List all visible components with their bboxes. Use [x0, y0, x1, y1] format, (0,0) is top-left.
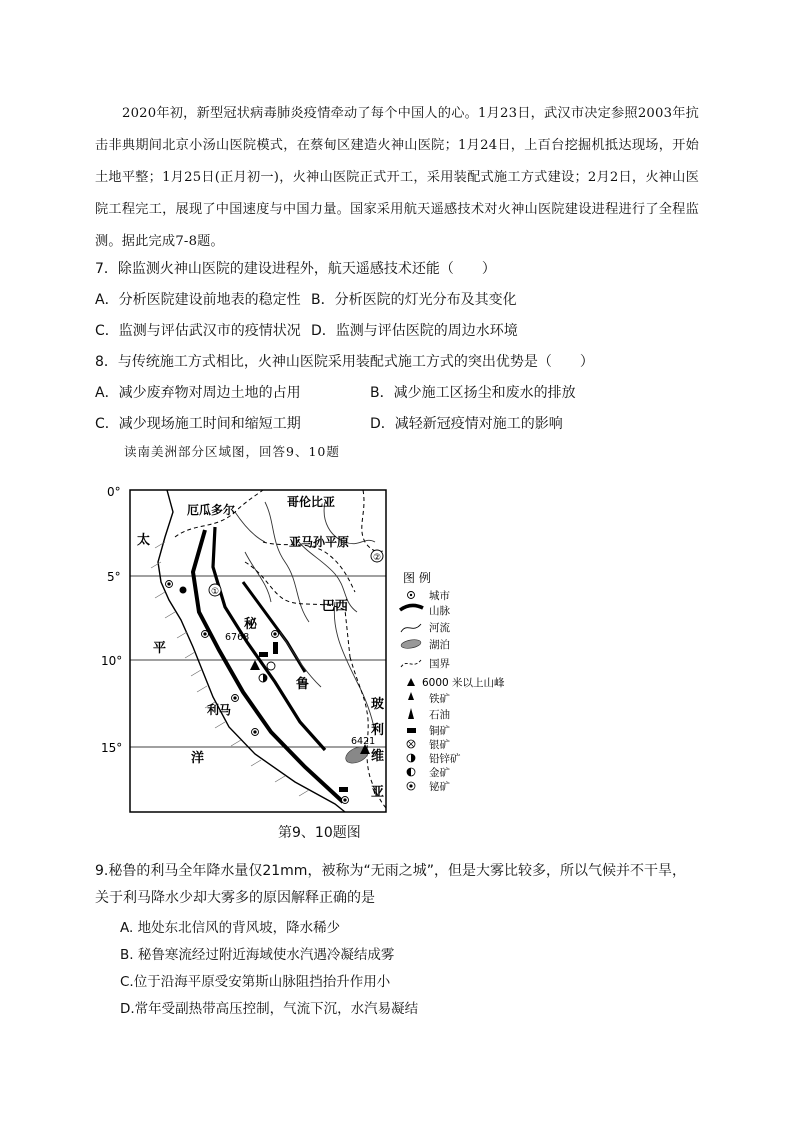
peak-label-6421: 6421 — [351, 736, 376, 747]
legend-bismuth: 铋矿 — [429, 781, 450, 793]
label-bolivia-3: 维 — [371, 749, 385, 764]
q7-option-d[interactable]: D．监测与评估医院的周边水环境 — [311, 323, 518, 339]
q8-option-a[interactable]: A．减少废弃物对周边土地的占用 — [95, 385, 301, 401]
q8-option-d[interactable]: D．减轻新冠疫情对施工的影响 — [370, 416, 563, 432]
label-ocean-3: 洋 — [191, 751, 205, 766]
oil-icon — [273, 642, 278, 654]
label-peru-2: 鲁 — [296, 677, 310, 692]
lat-label-10: 10° — [101, 654, 123, 668]
legend-mountain-icon — [400, 605, 423, 610]
legend-silver: 银矿 — [429, 739, 450, 751]
lat-label-15: 15° — [101, 741, 123, 755]
label-ecuador: 厄瓜多尔 — [187, 503, 236, 517]
label-ocean-1: 太 — [137, 533, 151, 548]
q7-stem: 7．除监测火神山医院的建设进程外，航天遥感技术还能（ ） — [95, 261, 496, 277]
label-bolivia-4: 亚 — [371, 785, 385, 800]
legend-oil: 石油 — [429, 709, 450, 721]
q9-option-c[interactable]: C.位于沿海平原受安第斯山脉阻挡抬升作用小 — [120, 974, 391, 990]
label-amazon: 亚马孙平原 — [289, 535, 350, 549]
legend-iron-icon — [408, 692, 414, 700]
legend-river: 河流 — [429, 622, 450, 634]
silver-icon — [267, 662, 275, 670]
label-lima: 利马 — [207, 703, 232, 717]
oil-field-icon — [180, 587, 187, 594]
q7-option-a[interactable]: A．分析医院建设前地表的稳定性 — [95, 292, 301, 308]
peak-label-6768: 6768 — [225, 632, 250, 643]
q8-option-c[interactable]: C．减少现场施工时间和缩短工期 — [95, 416, 301, 432]
legend-lake-icon — [400, 638, 421, 649]
lat-label-5: 5° — [107, 570, 121, 584]
q9-option-d[interactable]: D.常年受副热带高压控制，气流下沉，水汽易凝结 — [120, 1001, 419, 1017]
legend-peak: 6000 米以上山峰 — [422, 677, 505, 689]
south-america-map — [95, 482, 515, 817]
q8-stem: 8．与传统施工方式相比，火神山医院采用装配式施工方式的突出优势是（ ） — [95, 354, 594, 370]
q7-option-c[interactable]: C．监测与评估武汉市的疫情状况 — [95, 323, 301, 339]
legend-lead-zinc: 铅锌矿 — [429, 753, 461, 765]
q9-stem: 9.秘鲁的利马全年降水量仅21mm，被称为“无雨之城”，但是大雾比较多，所以气候并不干旱，关于利马降水少却大雾多的原因解释正确的是 — [95, 863, 686, 906]
legend-river-icon — [401, 624, 421, 632]
map-intro: 读南美洲部分区域图，回答9、10题 — [124, 444, 340, 459]
legend-peak-icon — [407, 678, 415, 686]
legend-title: 图 例 — [403, 571, 431, 585]
marker-2: ② — [372, 553, 382, 563]
figure-caption: 第9、10题图 — [278, 825, 361, 841]
legend-gold: 金矿 — [429, 767, 450, 779]
label-colombia: 哥伦比亚 — [287, 495, 336, 509]
q8-option-b[interactable]: B．减少施工区扬尘和废水的排放 — [370, 385, 576, 401]
label-ocean-2: 平 — [153, 641, 167, 656]
legend-copper-icon — [407, 728, 416, 733]
label-brazil: 巴西 — [322, 599, 349, 614]
passage: 2020年初，新型冠状病毒肺炎疫情牵动了每个中国人的心。1月23日，武汉市决定参照2003年抗击非典期间北京小汤山医院模式，在蔡甸区建造火神山医院；1月24日，上百台挖掘机抵达现场，开始土地平整；1月25日(正月初一)，火神山医院正式开工，采用装配式施工方式建设；2月2日，火神山医院工程完工，展现了中国速度与中国力量。国家采用航天遥感技术对火神山医院建设进程进行了全程监测。据此完成7-8题。 — [95, 106, 699, 249]
copper-icon — [259, 652, 268, 657]
lat-label-0: 0° — [107, 485, 121, 499]
legend-city: 城市 — [429, 590, 450, 602]
q7-option-b[interactable]: B．分析医院的灯光分布及其变化 — [311, 292, 517, 308]
label-peru-1: 秘 — [244, 617, 258, 632]
legend-copper: 铜矿 — [429, 725, 450, 737]
legend-lake: 湖泊 — [429, 639, 450, 651]
legend-mountain: 山脉 — [429, 605, 450, 617]
label-bolivia-2: 利 — [371, 723, 385, 738]
q9-option-a[interactable]: A. 地处东北信风的背风坡，降水稀少 — [120, 920, 341, 936]
legend — [400, 570, 505, 793]
legend-iron: 铁矿 — [429, 693, 450, 705]
marker-1: ① — [210, 587, 220, 597]
legend-oil-icon — [408, 708, 414, 719]
legend-border-icon — [401, 660, 421, 667]
copper-icon-2 — [339, 787, 348, 792]
legend-border: 国界 — [429, 658, 450, 670]
q9-option-b[interactable]: B. 秘鲁寒流经过附近海域使水汽遇冷凝结成雾 — [120, 947, 395, 963]
label-bolivia-1: 玻 — [371, 697, 385, 712]
